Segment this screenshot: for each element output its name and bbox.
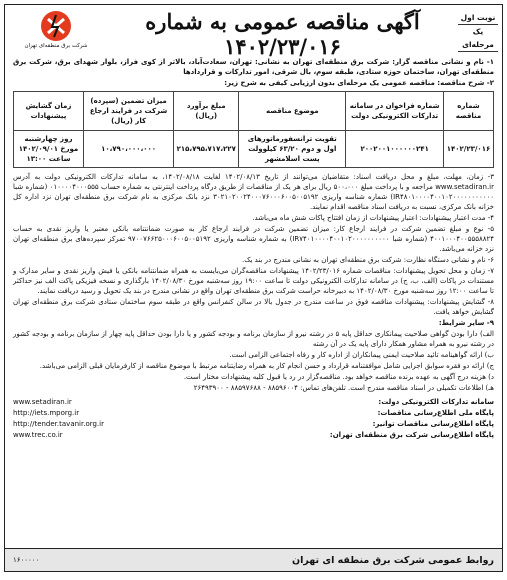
condition-a: الف) دارا بودن گواهی صلاحیت پیمانکاری حداقل پایه ۵ در رشته نیرو از سازمان برنامه و بودجه کشور و یا دارا بودن حداقل پایه چهار از سازمان برنامه و بودجه کشور در رشته نیرو به همراه مشاور همکار دارای پایه یک در آن رشته: [13, 330, 495, 348]
website-link[interactable]: http://tender.tavanir.org.ir: [13, 420, 104, 428]
website-label: پایگاه اطلاع‌رسانی شرکت برق منطقه‌ای تهران:: [329, 431, 494, 439]
cell-subject: تقویت ترانسفورماتورهای اول و دوم ۶۳/۲۰ کیلوولت پست اسلامشهر: [239, 131, 346, 168]
section-3: ۳- زمان، مهلت، مبلغ و محل دریافت اسناد: متقاضیان می‌توانند از تاریخ ۱۴۰۲/۰۸/۱۳ لغایت ۱۴۰۲/۰۸/۱۸، به سامانه تدارکات الکترونیکی دولت به آدرس www.setadiran.ir مراجعه و با پرداخت مبلغ ۵۰۰،۰۰۰ ریال برای هر یک از مناقصات از طریق درگاه پرداخت اینترنتی به شماره حساب ۰۱۰۰۰۰۴۰۰۰۵۵۵ (شماره شبا IR۴۸۰۱۰۰۰۰۴۰۰۱۰۲۰۰۰۰۰۰۰۰۰۰۰) شماره شناسه واریزی ۳۰۲۱۰۲۰۰۲۴۰۰۰۷۶۰۰۰۶۰۰۵۰۰۵۱۹۲ نزد بانک مرکزی به نام شرکت برق منطقه‌ای تهران نزد اداره کل خزانه بانک مرکزی، نسبت به دریافت اسناد مناقصه اقدام نمایند.: [13, 173, 494, 211]
cell-opening-time: روز چهارشنبه مورخ ۱۴۰۲/۰۹/۰۱ ساعت ۱۳:۰۰: [14, 131, 84, 168]
section-1: ۱- نام و نشانی مناقصه گزار: شرکت برق منطقه‌ای تهران به نشانی: تهران، سعادت‌آباد، بالاتر از کوی فراز، بلوار شهدای برق، شرکت برق منطقه‌ای تهران، ساختمان حوزه ستادی، طبقه سوم، بال شرقی، امور تدارکات و قراردادها: [13, 58, 494, 76]
website-item: [13, 397, 494, 408]
cell-tender-number: ۱۴۰۲/۲۳/۰۱۶: [443, 131, 493, 168]
company-logo-icon: [39, 9, 73, 43]
footer-code: ۱۶۰۰۰۰۰: [13, 556, 40, 564]
condition-c: ج) ارائه دو فقره سوابق اجرایی شامل موافقتنامه قرارداد و حسن انجام کار به همراه رضایتنامه مرتبط با موضوع مناقصه از کارفرمایان قبلی الزامی می‌باشد.: [39, 362, 494, 370]
logo-name: شرکت برق منطقه‌ای تهران: [24, 43, 88, 49]
website-label: پایگاه ملی اطلاع‌رسانی مناقصات:: [377, 409, 494, 417]
notice-body: [5, 57, 502, 441]
cell-guarantee: ۱۰،۷۹۰،۰۰۰،۰۰۰: [83, 131, 173, 168]
website-label: سامانه تدارکات الکترونیکی دولت:: [378, 398, 494, 406]
col-subject: موضوع مناقصه: [239, 92, 346, 131]
col-tender-number: شماره مناقصه: [443, 92, 493, 131]
round-label: نوبت اول: [458, 11, 498, 25]
notice-footer: [5, 548, 502, 571]
website-link[interactable]: www.setadiran.ir: [13, 398, 72, 406]
page-title: آگهی مناقصه عمومی به شماره ۱۴۰۲/۲۳/۰۱۶: [145, 9, 420, 59]
condition-b: ب) ارائه گواهینامه تائید صلاحیت ایمنی پیمانکاران از اداره کار و رفاه اجتماعی الزامی است.: [229, 351, 494, 359]
section-6: ۶- نام و نشانی دستگاه نظارت: شرکت برق منطقه‌ای تهران به نشانی مندرج در بند یک.: [241, 256, 494, 264]
footer-label: روابط عمومی شرکت برق منطقه ای تهران: [291, 554, 494, 566]
cell-call-number: ۲۰۰۲۰۰۱۰۰۰۰۰۰۲۴۱: [346, 131, 444, 168]
website-label: پایگاه اطلاع‌رسانی مناقصات توانیر:: [372, 420, 494, 428]
section-2: ۲- شرح مناقصه: مناقصه عمومی یک مرحله‌ای بدون ارزیابی کیفی به شرح زیر:: [224, 79, 494, 87]
section-7: ۷- زمان و محل تحویل پیشنهادات: مناقصات شماره ۱۴۰۲/۲۳/۰۱۶ پیشنهادات مناقصه‌گران می‌بایست به همراه ضمانتنامه بانکی یا فیش واریز نقدی و سایر مدارک و مستندات در پاکات (الف، ب، ج) در سامانه تدارکات الکترونیکی دولت تا ساعت ۱۹:۰۰ روز سه‌شنبه مورخ ۱۴۰۲/۰۸/۳۰ بارگذاری و نسخه فیزیکی پاکت الف نیز حداکثر تا ساعت ۱۲:۰۰ روز سه‌شنبه مورخ ۱۴۰۲/۰۸/۳۰ به دبیرخانه حراست شرکت برق منطقه‌ای تهران واقع در نشانی مندرج در بند یک تحویل و رسید دریافت نمایند.: [13, 267, 494, 295]
website-item: [13, 408, 494, 419]
col-estimate: مبلغ برآورد (ریال): [174, 92, 239, 131]
section-8: ۸- گشایش پیشنهادات: پیشنهادات مناقصه فوق در ساعت مندرج در جدول بالا در سالن کنفرانس واقع در طبقه سوم ساختمان ستادی شرکت برق منطقه‌ای تهران گشایش خواهد یافت.: [13, 298, 494, 316]
col-guarantee: میزان تضمین (سپرده) شرکت در فرایند ارجاع کار (ریال): [83, 92, 173, 131]
company-logo: [11, 9, 101, 50]
website-link[interactable]: www.trec.co.ir: [13, 431, 63, 439]
section-4: ۴- مدت اعتبار پیشنهادات: اعتبار پیشنهادات از زمان افتتاح پاکات شش ماه می‌باشد.: [252, 214, 494, 222]
table-row: [14, 131, 494, 168]
cell-estimate: ۲۱۵،۷۹۵،۷۱۷،۲۲۷: [174, 131, 239, 168]
round-badge: [458, 11, 498, 52]
website-list: [13, 397, 494, 441]
section-5: ۵- نوع و مبلغ تضمین شرکت در فرایند ارجاع کار: میزان تضمین شرکت در فرایند ارجاع کار به صورت ضمانتنامه بانکی معتبر یا واریز نقدی به حساب ۴۰۰۱۰۰۰۴۰۰۵۵۵۸۸۲۴ (شماره شبا IR۷۴۰۱۰۰۰۰۴۰۰۱۰۲۰۰۰۰۰۰۰۰۰۰) به شماره شناسه واریزی ۹۷۰۰۷۶۶۲۵۰۰۰۶۰۰۵۰۰۵۱۹۲ تمرکز سپرده‌های برق منطقه‌ای تهران نزد خزانه می‌باشد.: [13, 225, 495, 253]
condition-e: هـ) اطلاعات تکمیلی در اسناد مناقصه مندرج است. تلفن‌های تماس: ۸۸۵۹۶۰۰۴ - ۸۸۵۹۷۶۸۸ - ۲۶۴۹۳۹۰۰: [193, 384, 494, 392]
table-header-row: [14, 92, 494, 131]
tender-notice: [4, 4, 503, 572]
tender-table: [13, 91, 494, 168]
website-item: [13, 419, 494, 430]
section-9: ۹- سایر شرایط:: [438, 319, 494, 327]
website-link[interactable]: http://iets.mporg.ir: [13, 409, 80, 417]
col-call-number: شماره فراخوان در سامانه تدارکات الکترونیکی دولت: [346, 92, 444, 131]
website-item: [13, 430, 494, 441]
notice-header: [5, 5, 502, 57]
stage-label: یک مرحله‌ای: [458, 25, 498, 52]
condition-d: د) هزینه درج آگهی به عهده برنده مناقصه خواهد بود. مناقصه‌گزار در رد یا قبول کلیه پیشنهادات مختار است.: [183, 373, 494, 381]
col-opening-time: زمان گشایش پیشنهادات: [14, 92, 84, 131]
